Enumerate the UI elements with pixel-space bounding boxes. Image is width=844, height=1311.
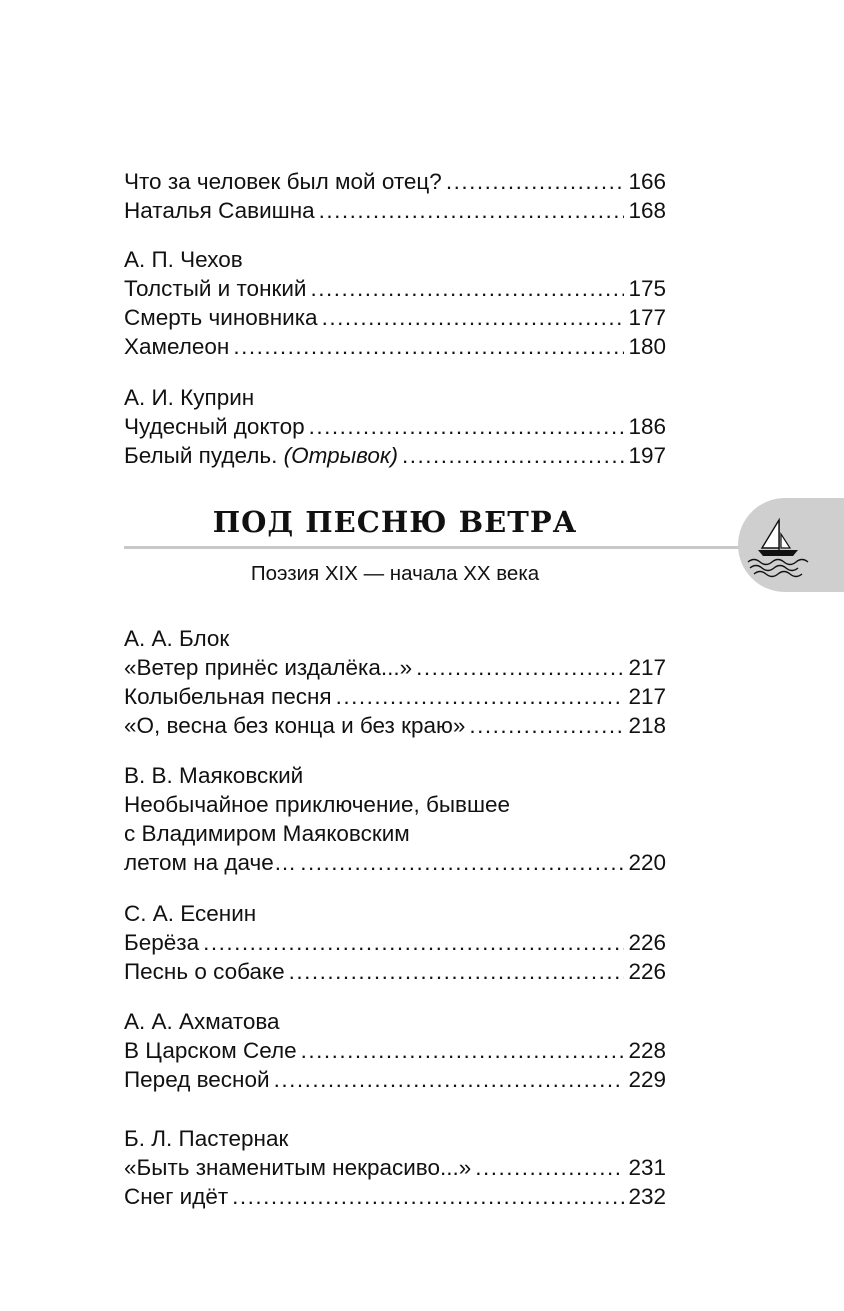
dot-leader xyxy=(319,196,625,225)
entry-title-main: Белый пудель. xyxy=(124,443,284,468)
toc-entry[interactable] xyxy=(124,167,666,196)
dot-leader xyxy=(203,928,624,957)
entry-title-line[interactable]: с Владимиром Маяковским xyxy=(124,821,410,846)
dot-leader xyxy=(416,653,624,682)
toc-entry[interactable] xyxy=(124,957,666,986)
entry-title: Толстый и тонкий xyxy=(124,276,307,301)
author-name: А. П. Чехов xyxy=(124,247,243,272)
dot-leader xyxy=(475,1153,624,1182)
toc-entry[interactable] xyxy=(124,332,666,361)
author-name: Б. Л. Пастернак xyxy=(124,1126,289,1151)
toc-entry[interactable] xyxy=(124,1036,666,1065)
dot-leader xyxy=(309,412,625,441)
toc-entry[interactable] xyxy=(124,441,666,470)
entry-title: Чудесный доктор xyxy=(124,414,305,439)
entry-title: «Ветер принёс издалёка...» xyxy=(124,655,413,680)
dot-leader xyxy=(469,711,624,740)
dot-leader xyxy=(233,332,624,361)
dot-leader xyxy=(301,1036,625,1065)
toc-entry[interactable] xyxy=(124,274,666,303)
entry-title-line[interactable]: Необычайное приключение, бывшее xyxy=(124,792,511,817)
toc-group-top xyxy=(124,167,666,225)
entry-title: Смерть чиновника xyxy=(124,305,318,330)
entry-title: «Быть знаменитым некрасиво...» xyxy=(124,1155,472,1180)
author-name: А. И. Куприн xyxy=(124,385,255,410)
toc-entry[interactable] xyxy=(124,1182,666,1211)
dot-leader xyxy=(336,682,625,711)
entry-page: 229 xyxy=(628,1067,666,1092)
entry-page: 217 xyxy=(628,684,666,709)
dot-leader xyxy=(232,1182,624,1211)
toc-entry[interactable] xyxy=(124,848,666,877)
dot-leader xyxy=(322,303,625,332)
toc-entry[interactable] xyxy=(124,1065,666,1094)
section-tab xyxy=(738,498,844,592)
toc-entry[interactable] xyxy=(124,653,666,682)
entry-title: Берёза xyxy=(124,930,200,955)
entry-title-note: (Отрывок) xyxy=(283,443,399,468)
dot-leader xyxy=(402,441,624,470)
entry-title: Хамелеон xyxy=(124,334,230,359)
toc-group-mayakovsky xyxy=(124,761,666,877)
toc-entry[interactable] xyxy=(124,711,666,740)
dot-leader xyxy=(289,957,625,986)
toc-group-akhmatova xyxy=(124,1007,666,1094)
toc-group-blok xyxy=(124,624,666,740)
entry-title: Колыбельная песня xyxy=(124,684,332,709)
entry-title: Наталья Савишна xyxy=(124,198,315,223)
entry-title: Что за человек был мой отец? xyxy=(124,169,442,194)
section-divider xyxy=(124,546,744,549)
author-name: А. А. Блок xyxy=(124,626,230,651)
section-title: ПОД ПЕСНЮ ВЕТРА xyxy=(212,505,578,539)
entry-page: 217 xyxy=(628,655,666,680)
entry-page: 197 xyxy=(628,443,666,468)
dot-leader xyxy=(310,274,624,303)
toc-group-pasternak xyxy=(124,1124,666,1211)
toc-group-kuprin xyxy=(124,383,666,470)
entry-title: летом на даче… xyxy=(124,850,297,875)
toc-entry[interactable] xyxy=(124,1153,666,1182)
entry-page: 218 xyxy=(628,713,666,738)
entry-page: 166 xyxy=(628,169,666,194)
entry-page: 180 xyxy=(628,334,666,359)
entry-title: Снег идёт xyxy=(124,1184,229,1209)
sailboat-on-waves-icon xyxy=(744,506,814,584)
entry-title: В Царском Селе xyxy=(124,1038,297,1063)
dot-leader xyxy=(274,1065,625,1094)
toc-entry[interactable] xyxy=(124,196,666,225)
toc-entry[interactable] xyxy=(124,303,666,332)
entry-page: 175 xyxy=(628,276,666,301)
dot-leader xyxy=(300,848,624,877)
author-name: С. А. Есенин xyxy=(124,901,257,926)
toc-group-chekhov xyxy=(124,245,666,361)
entry-title: Песнь о собаке xyxy=(124,959,285,984)
toc-entry[interactable] xyxy=(124,928,666,957)
entry-page: 228 xyxy=(628,1038,666,1063)
entry-page: 186 xyxy=(628,414,666,439)
toc-entry[interactable] xyxy=(124,412,666,441)
author-name: В. В. Маяковский xyxy=(124,763,304,788)
entry-page: 168 xyxy=(628,198,666,223)
entry-page: 220 xyxy=(628,850,666,875)
section-subtitle: Поэзия XIX — начала XX века xyxy=(250,562,540,585)
toc-entry[interactable] xyxy=(124,682,666,711)
entry-page: 232 xyxy=(628,1184,666,1209)
author-name: А. А. Ахматова xyxy=(124,1009,280,1034)
entry-page: 226 xyxy=(628,930,666,955)
toc-group-esenin xyxy=(124,899,666,986)
entry-title: «О, весна без конца и без краю» xyxy=(124,713,466,738)
entry-page: 226 xyxy=(628,959,666,984)
dot-leader xyxy=(446,167,625,196)
entry-page: 177 xyxy=(628,305,666,330)
entry-page: 231 xyxy=(628,1155,666,1180)
entry-title: Перед весной xyxy=(124,1067,270,1092)
entry-title xyxy=(124,441,398,470)
